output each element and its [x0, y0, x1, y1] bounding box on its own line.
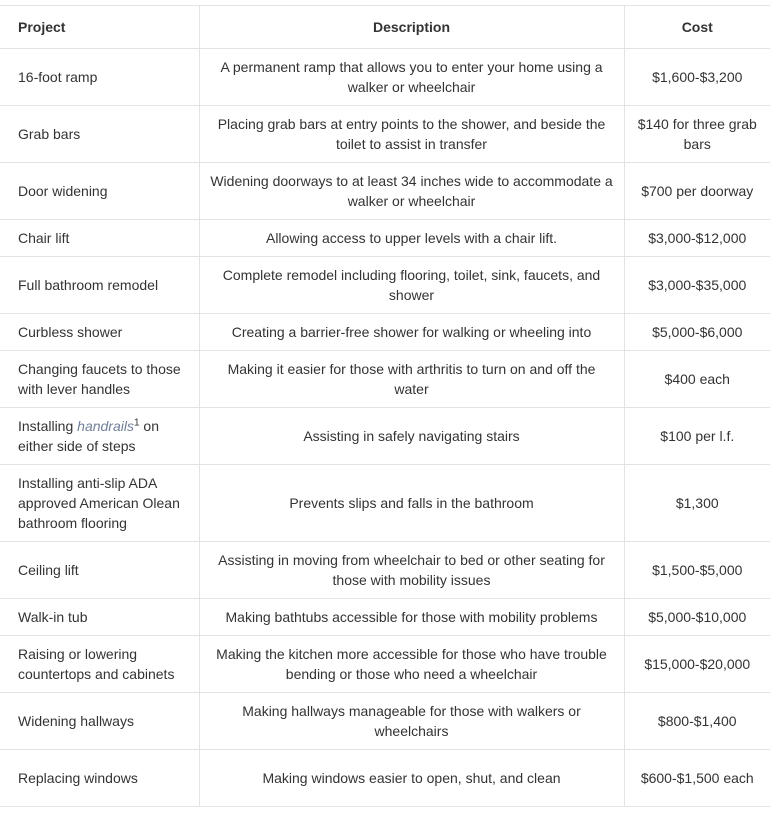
description-cell: Making windows easier to open, shut, and clean	[199, 750, 624, 807]
description-cell: Making bathtubs accessible for those with mobility problems	[199, 599, 624, 636]
project-cell	[0, 408, 199, 465]
project-cell: Changing faucets to those with lever handles	[0, 351, 199, 408]
description-cell: Widening doorways to at least 34 inches wide to accommodate a walker or wheelchair	[199, 163, 624, 220]
table-row	[0, 465, 770, 542]
footnote-marker: 1	[133, 417, 140, 429]
cost-cell: $140 for three grab bars	[624, 106, 770, 163]
project-text-prefix: Installing	[18, 418, 78, 434]
cost-cell: $400 each	[624, 351, 770, 408]
handrails-link[interactable]: handrails	[77, 418, 134, 434]
project-cell: Widening hallways	[0, 693, 199, 750]
project-cell: Installing anti-slip ADA approved American Olean bathroom flooring	[0, 465, 199, 542]
table-row	[0, 106, 770, 163]
cost-cell: $1,300	[624, 465, 770, 542]
cost-cell: $3,000-$12,000	[624, 220, 770, 257]
table-row	[0, 599, 770, 636]
project-cell: Door widening	[0, 163, 199, 220]
project-cell: Full bathroom remodel	[0, 257, 199, 314]
description-cell: Making it easier for those with arthritis to turn on and off the water	[199, 351, 624, 408]
table-row	[0, 636, 770, 693]
header-cost: Cost	[624, 6, 770, 49]
header-description: Description	[199, 6, 624, 49]
project-cell: Ceiling lift	[0, 542, 199, 599]
table-row	[0, 351, 770, 408]
cost-cell: $3,000-$35,000	[624, 257, 770, 314]
description-cell: Assisting in safely navigating stairs	[199, 408, 624, 465]
description-cell: Creating a barrier-free shower for walking or wheeling into	[199, 314, 624, 351]
cost-cell: $700 per doorway	[624, 163, 770, 220]
cost-table	[0, 5, 770, 807]
cost-cell: $100 per l.f.	[624, 408, 770, 465]
description-cell: Allowing access to upper levels with a chair lift.	[199, 220, 624, 257]
cost-cell: $1,500-$5,000	[624, 542, 770, 599]
project-cell: Grab bars	[0, 106, 199, 163]
project-cell: Chair lift	[0, 220, 199, 257]
table-row	[0, 49, 770, 106]
project-cell: Curbless shower	[0, 314, 199, 351]
description-cell: Complete remodel including flooring, toilet, sink, faucets, and shower	[199, 257, 624, 314]
cost-cell: $5,000-$10,000	[624, 599, 770, 636]
cost-cell: $600-$1,500 each	[624, 750, 770, 807]
table-row	[0, 750, 770, 807]
description-cell: Placing grab bars at entry points to the shower, and beside the toilet to assist in transfer	[199, 106, 624, 163]
project-cell: 16-foot ramp	[0, 49, 199, 106]
description-cell: Making the kitchen more accessible for those who have trouble bending or those who need a wheelchair	[199, 636, 624, 693]
table-row	[0, 542, 770, 599]
table-row	[0, 220, 770, 257]
cost-cell: $1,600-$3,200	[624, 49, 770, 106]
cost-cell: $800-$1,400	[624, 693, 770, 750]
description-cell: Prevents slips and falls in the bathroom	[199, 465, 624, 542]
project-cell: Walk-in tub	[0, 599, 199, 636]
table-row	[0, 693, 770, 750]
table-row	[0, 257, 770, 314]
header-row	[0, 6, 770, 49]
description-cell: A permanent ramp that allows you to enter your home using a walker or wheelchair	[199, 49, 624, 106]
table-row	[0, 163, 770, 220]
description-cell: Making hallways manageable for those with walkers or wheelchairs	[199, 693, 624, 750]
project-cell: Replacing windows	[0, 750, 199, 807]
header-project: Project	[0, 6, 199, 49]
table-row	[0, 408, 770, 465]
cost-cell: $5,000-$6,000	[624, 314, 770, 351]
table-row	[0, 314, 770, 351]
description-cell: Assisting in moving from wheelchair to bed or other seating for those with mobility issues	[199, 542, 624, 599]
cost-cell: $15,000-$20,000	[624, 636, 770, 693]
project-text-suffix: on either side of steps	[18, 418, 160, 454]
project-cell: Raising or lowering countertops and cabinets	[0, 636, 199, 693]
